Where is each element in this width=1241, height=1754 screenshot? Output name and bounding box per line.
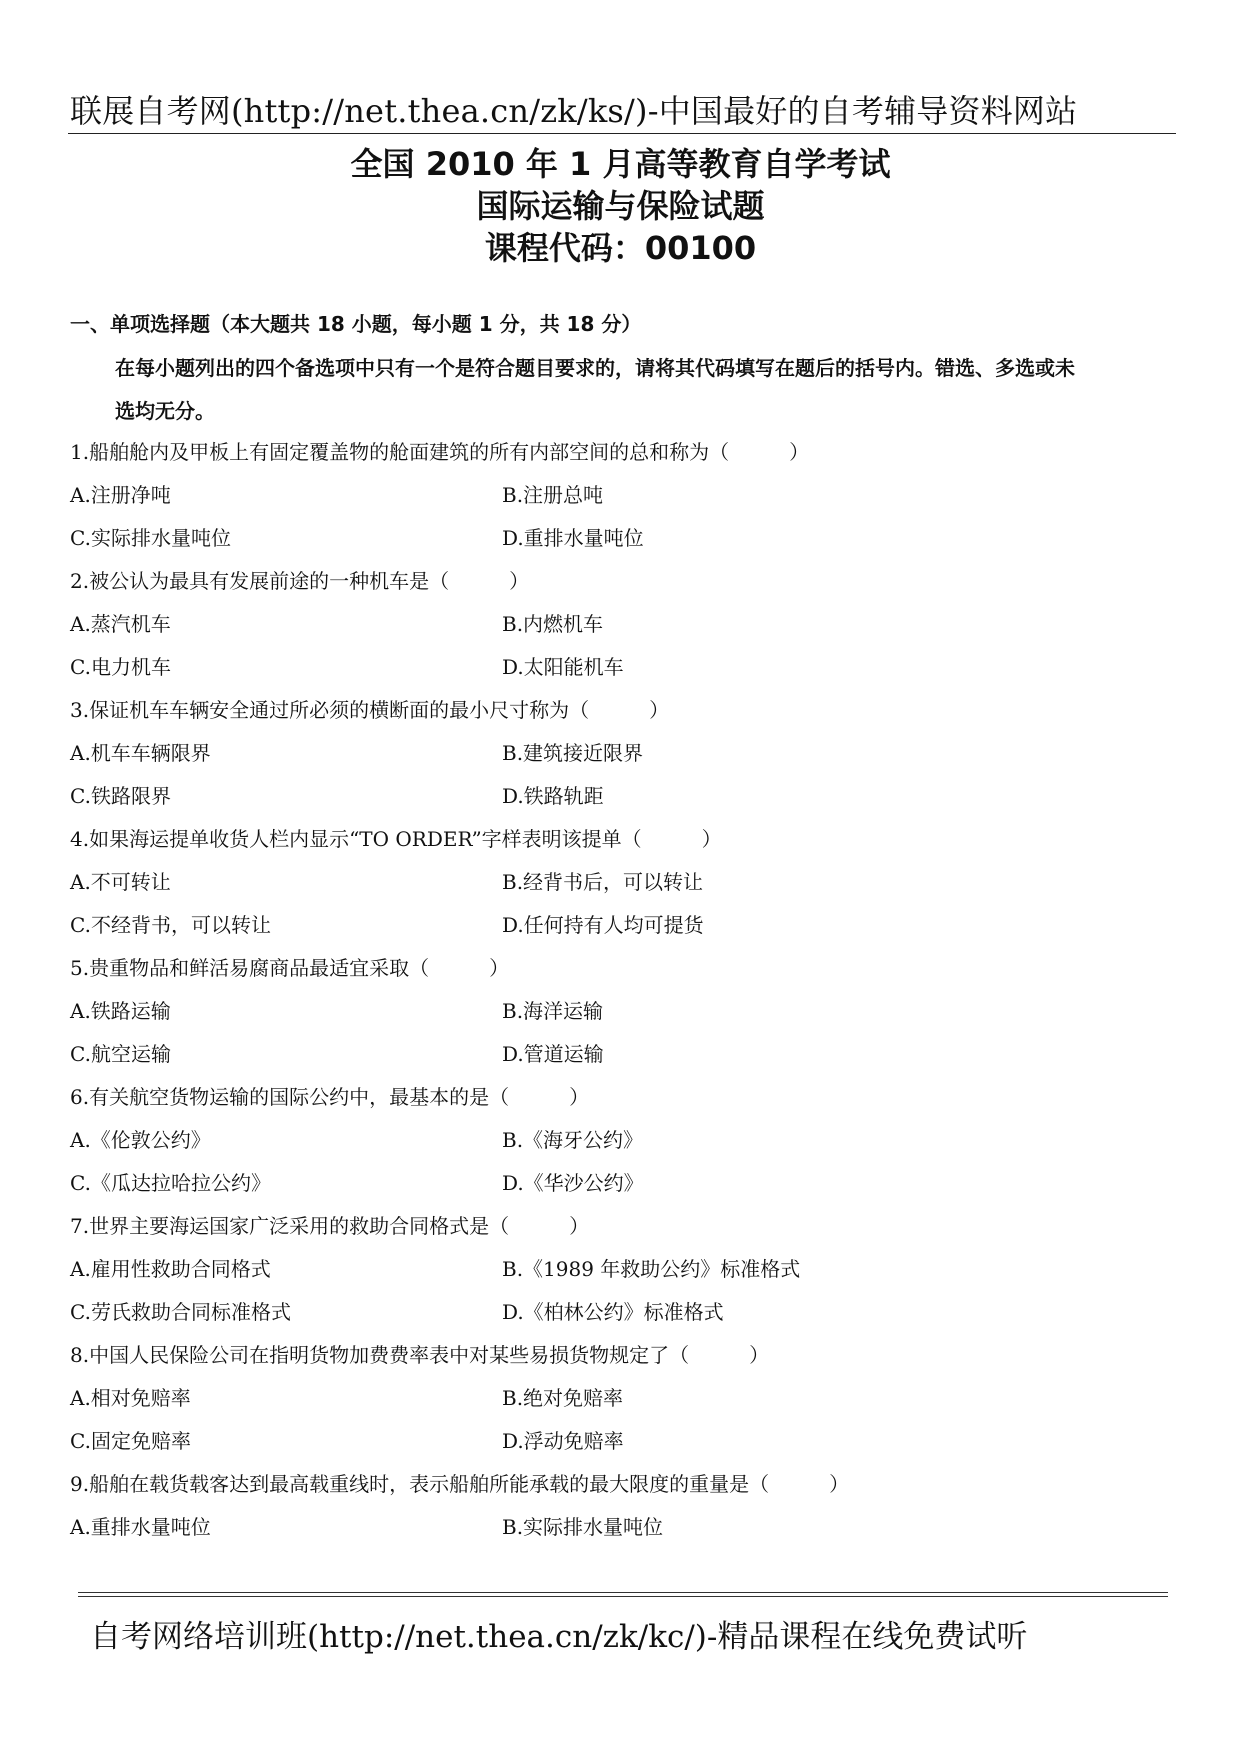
option-b: B.注册总吨 (502, 483, 604, 507)
question-stem: 1.船舶舱内及甲板上有固定覆盖物的舱面建筑的所有内部空间的总和称为（ ） (70, 440, 810, 464)
header-site-text: 联展自考网(http://net.thea.cn/zk/ks/)-中国最好的自考辅导资料网站 (70, 92, 1078, 130)
option-d: D.《柏林公约》标准格式 (502, 1300, 724, 1324)
option-b: B.经背书后，可以转让 (502, 870, 704, 894)
header-divider (68, 133, 1176, 134)
question-stem: 6.有关航空货物运输的国际公约中，最基本的是（ ） (70, 1085, 590, 1109)
option-a: A.雇用性救助合同格式 (70, 1257, 271, 1281)
question-stem: 9.船舶在载货载客达到最高载重线时，表示船舶所能承载的最大限度的重量是（ ） (70, 1472, 850, 1496)
option-d: D.浮动免赔率 (502, 1429, 624, 1453)
option-b: B.《海牙公约》 (502, 1128, 644, 1152)
option-b: B.实际排水量吨位 (502, 1515, 664, 1539)
option-a: A.相对免赔率 (70, 1386, 191, 1410)
exam-subject: 国际运输与保险试题 (476, 187, 765, 225)
question-stem: 3.保证机车车辆安全通过所必须的横断面的最小尺寸称为（ ） (70, 698, 670, 722)
question-stem: 7.世界主要海运国家广泛采用的救助合同格式是（ ） (70, 1214, 590, 1238)
option-d: D.重排水量吨位 (502, 526, 644, 550)
footer-divider (78, 1592, 1168, 1597)
option-c: C.《瓜达拉哈拉公约》 (70, 1171, 271, 1195)
option-a: A.铁路运输 (70, 999, 171, 1023)
option-a: A.蒸汽机车 (70, 612, 171, 636)
option-b: B.《1989 年救助公约》标准格式 (502, 1257, 801, 1281)
option-c: C.电力机车 (70, 655, 171, 679)
option-d: D.铁路轨距 (502, 784, 604, 808)
question-stem: 8.中国人民保险公司在指明货物加费费率表中对某些易损货物规定了（ ） (70, 1343, 770, 1367)
option-a: A.《伦敦公约》 (70, 1128, 211, 1152)
section-instruction-line2: 选均无分。 (115, 399, 215, 423)
section-instruction-line1: 在每小题列出的四个备选项中只有一个是符合题目要求的，请将其代码填写在题后的括号内。错选、多选或未 (115, 356, 1075, 380)
option-a: A.机车车辆限界 (70, 741, 211, 765)
option-c: C.航空运输 (70, 1042, 171, 1066)
option-a: A.不可转让 (70, 870, 171, 894)
footer-site-text: 自考网络培训班(http://net.thea.cn/zk/kc/)-精品课程在线免费试听 (90, 1619, 1028, 1655)
option-b: B.海洋运输 (502, 999, 604, 1023)
option-c: C.铁路限界 (70, 784, 171, 808)
option-a: A.重排水量吨位 (70, 1515, 211, 1539)
option-c: C.不经背书，可以转让 (70, 913, 271, 937)
option-d: D.任何持有人均可提货 (502, 913, 704, 937)
question-stem: 2.被公认为最具有发展前途的一种机车是（ ） (70, 569, 530, 593)
option-d: D.管道运输 (502, 1042, 604, 1066)
exam-title: 全国 2010 年 1 月高等教育自学考试 (350, 145, 891, 183)
option-c: C.实际排水量吨位 (70, 526, 231, 550)
option-c: C.固定免赔率 (70, 1429, 191, 1453)
question-stem: 5.贵重物品和鲜活易腐商品最适宜采取（ ） (70, 956, 510, 980)
option-d: D.《华沙公约》 (502, 1171, 644, 1195)
section-heading: 一、单项选择题（本大题共 18 小题，每小题 1 分，共 18 分） (70, 312, 642, 336)
option-b: B.绝对免赔率 (502, 1386, 624, 1410)
option-c: C.劳氏救助合同标准格式 (70, 1300, 291, 1324)
option-b: B.内燃机车 (502, 612, 604, 636)
question-stem: 4.如果海运提单收货人栏内显示“TO ORDER”字样表明该提单（ ） (70, 827, 722, 851)
option-d: D.太阳能机车 (502, 655, 624, 679)
course-code: 课程代码：00100 (484, 229, 757, 267)
option-b: B.建筑接近限界 (502, 741, 644, 765)
option-a: A.注册净吨 (70, 483, 171, 507)
